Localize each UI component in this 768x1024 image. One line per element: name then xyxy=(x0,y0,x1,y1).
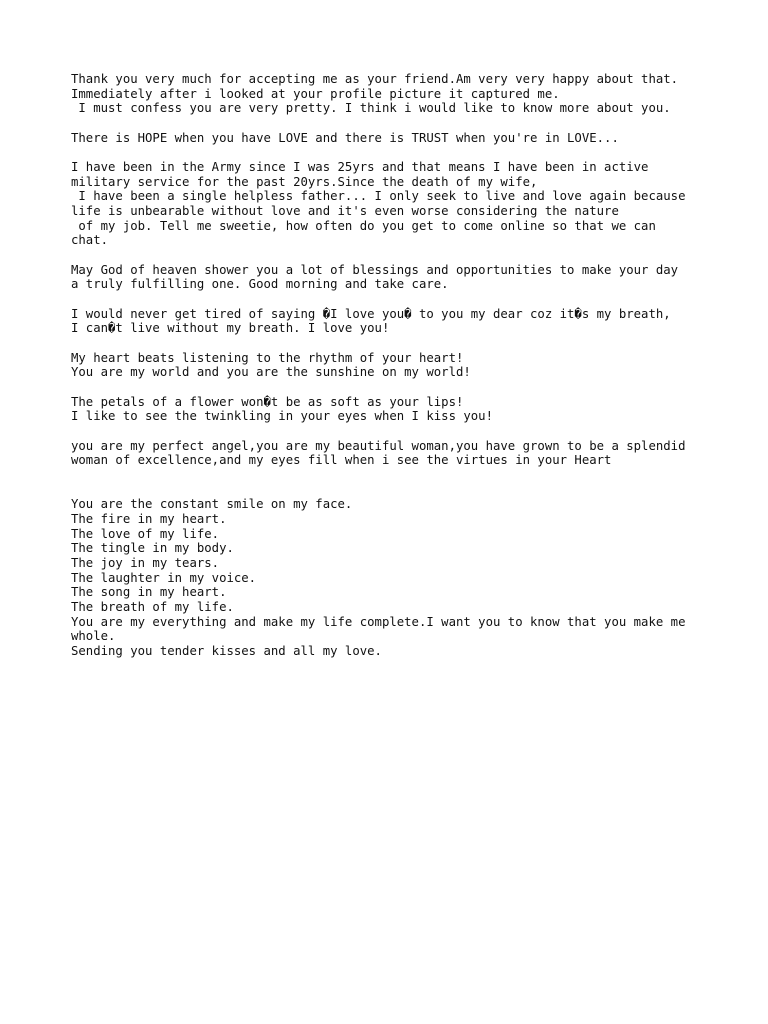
text-line: life is unbearable without love and it's even worse considering the nature xyxy=(71,204,619,218)
text-line: of my job. Tell me sweetie, how often do you get to come online so that we can xyxy=(71,218,656,233)
paragraph-spacer xyxy=(71,336,731,351)
text-line: The love of my life. xyxy=(71,526,220,541)
text-line: My heart beats listening to the rhythm of your heart! xyxy=(71,350,464,365)
text-line: woman of excellence,and my eyes fill when i see the virtues in your Heart xyxy=(71,453,612,468)
paragraph-spacer xyxy=(71,145,731,160)
text-line: The laughter in my voice. xyxy=(71,570,257,585)
paragraph-angel xyxy=(71,439,731,468)
paragraph-spacer xyxy=(71,116,731,131)
text-line: you are my perfect angel,you are my beautiful woman,you have grown to be a splendid xyxy=(71,438,686,453)
text-line: May God of heaven shower you a lot of blessings and opportunities to make your day xyxy=(71,262,679,277)
text-line: The song in my heart. xyxy=(71,585,227,600)
paragraph-petals xyxy=(71,395,731,424)
text-line: I can�t live without my breath. I love you! xyxy=(71,321,390,336)
document-body xyxy=(71,72,731,659)
text-line: The joy in my tears. xyxy=(71,555,220,570)
text-line: I have been in the Army since I was 25yrs and that means I have been in active xyxy=(71,159,649,174)
text-line: I like to see the twinkling in your eyes when I kiss you! xyxy=(71,409,493,424)
text-line: The petals of a flower won�t be as soft as your lips! xyxy=(71,394,464,409)
paragraph-army xyxy=(71,160,731,248)
paragraph-greeting xyxy=(71,72,731,116)
text-line: Sending you tender kisses and all my love. xyxy=(71,644,382,659)
text-line: I would never get tired of saying �I love you� to you my dear coz it�s my breath, xyxy=(71,306,671,321)
text-line: I have been a single helpless father... I only seek to live and love again because xyxy=(71,189,686,204)
text-line: You are my world and you are the sunshine on my world! xyxy=(71,365,471,380)
paragraph-breath xyxy=(71,307,731,336)
paragraph-heartbeat xyxy=(71,351,731,380)
text-line: The fire in my heart. xyxy=(71,511,227,526)
text-line: a truly fulfilling one. Good morning and take care. xyxy=(71,277,449,292)
text-line: The breath of my life. xyxy=(71,600,234,615)
text-line: The tingle in my body. xyxy=(71,541,234,556)
paragraph-hope xyxy=(71,131,731,146)
paragraph-blessings xyxy=(71,263,731,292)
text-line: military service for the past 20yrs.Since the death of my wife, xyxy=(71,174,538,189)
text-line: You are the constant smile on my face. xyxy=(71,497,353,512)
paragraph-spacer xyxy=(71,248,731,263)
text-line: Thank you very much for accepting me as your friend.Am very very happy about that. xyxy=(71,72,679,86)
text-line: You are my everything and make my life complete.I want you to know that you make me xyxy=(71,614,686,629)
text-line: I must confess you are very pretty. I think i would like to know more about you. xyxy=(71,101,671,116)
paragraph-spacer xyxy=(71,380,731,395)
paragraph-spacer xyxy=(71,292,731,307)
paragraph-spacer xyxy=(71,424,731,439)
text-line: chat. xyxy=(71,233,109,248)
text-line: Immediately after i looked at your profile picture it captured me. xyxy=(71,86,560,101)
paragraph-smile xyxy=(71,497,731,659)
text-line: There is HOPE when you have LOVE and there is TRUST when you're in LOVE... xyxy=(71,130,619,145)
paragraph-spacer xyxy=(71,468,731,497)
text-line: whole. xyxy=(71,629,116,644)
